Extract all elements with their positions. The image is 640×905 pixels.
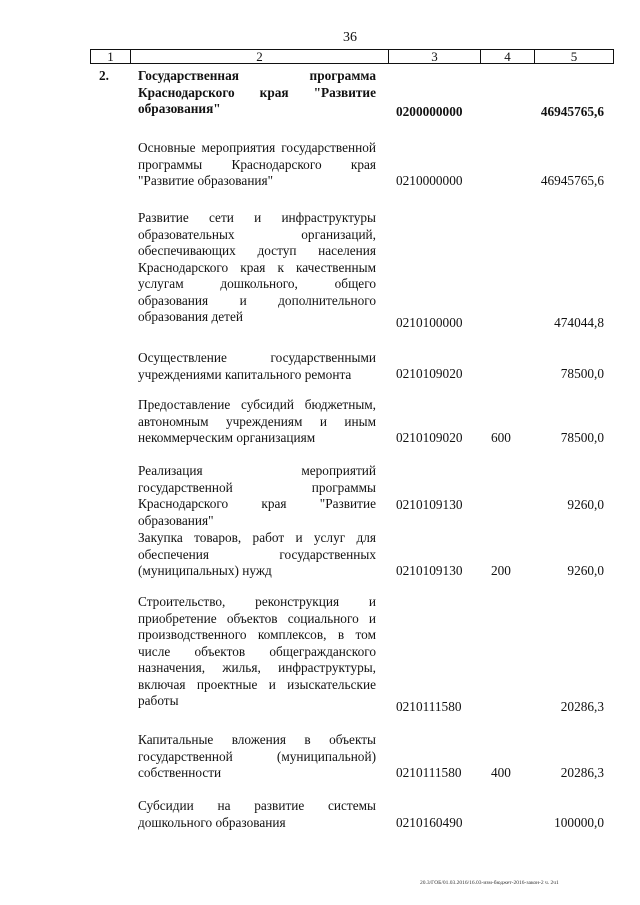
row-name: Государственная программа Краснодарского края "Развитие образования" [138,68,376,116]
row-code: 0210160490 [396,815,463,830]
row-sum: 100000,0 [554,815,604,830]
row-code: 0210109130 [396,497,463,512]
row-code: 0210109130 [396,563,463,578]
row-sum: 46945765,6 [540,104,604,119]
row-sum: 46945765,6 [540,173,604,188]
row-sum: 78500,0 [560,366,604,381]
row-code: 0210111580 [396,699,462,714]
row-section: 400 [491,765,511,780]
row-name: Предоставление субсидий бюджетным, автономным учреждениям и иным некоммерческим организациям [138,397,376,445]
row-code: 0210109020 [396,430,463,445]
row-section: 600 [491,430,511,445]
row-name: Развитие сети и инфраструктуры образовательных организаций, обеспечивающих доступ населения Краснодарского края к качественным услугам дошкольного, общего образования и дополнительного образования детей [138,210,376,324]
column-header-4: 4 [481,50,535,63]
row-sum: 9260,0 [567,497,604,512]
row-name: Закупка товаров, работ и услуг для обеспечения государственных (муниципальных) нужд [138,530,376,578]
row-code: 0210000000 [396,173,463,188]
document-footer-code: 20.3/ГОБ/01.03.2016/16.03-изм-бюджет-2016-закон-2 ч. 2ч1 [420,880,559,886]
column-header-row [90,49,614,64]
column-header-1: 1 [91,50,131,63]
row-sum: 78500,0 [560,430,604,445]
row-sum: 474044,8 [554,315,604,330]
row-code: 0200000000 [396,104,463,119]
row-name: Осуществление государственными учреждениями капитального ремонта [138,350,376,382]
column-header-2: 2 [131,50,389,63]
row-name: Строительство, реконструкция и приобретение объектов социального и производственного комплексов, в том числе объектов общегражданского назначения, жилья, инфраструктуры, включая проектные и изыскательские работы [138,594,376,708]
row-code: 0210111580 [396,765,462,780]
row-sum: 20286,3 [560,699,604,714]
row-number: 2. [99,68,109,83]
row-section: 200 [491,563,511,578]
row-name: Реализация мероприятий государственной программы Краснодарского края "Развитие образования" [138,463,376,528]
row-sum: 20286,3 [560,765,604,780]
column-header-5: 5 [570,49,578,64]
page-number: 36 [343,30,357,45]
row-name: Основные мероприятия государственной программы Краснодарского края "Развитие образования" [138,140,376,188]
row-code: 0210100000 [396,315,463,330]
row-name: Капитальные вложения в объекты государственной (муниципальной) собственности [138,732,376,780]
row-name: Субсидии на развитие системы дошкольного образования [138,798,376,830]
column-header-3: 3 [389,50,481,63]
row-code: 0210109020 [396,366,463,381]
row-sum: 9260,0 [567,563,604,578]
